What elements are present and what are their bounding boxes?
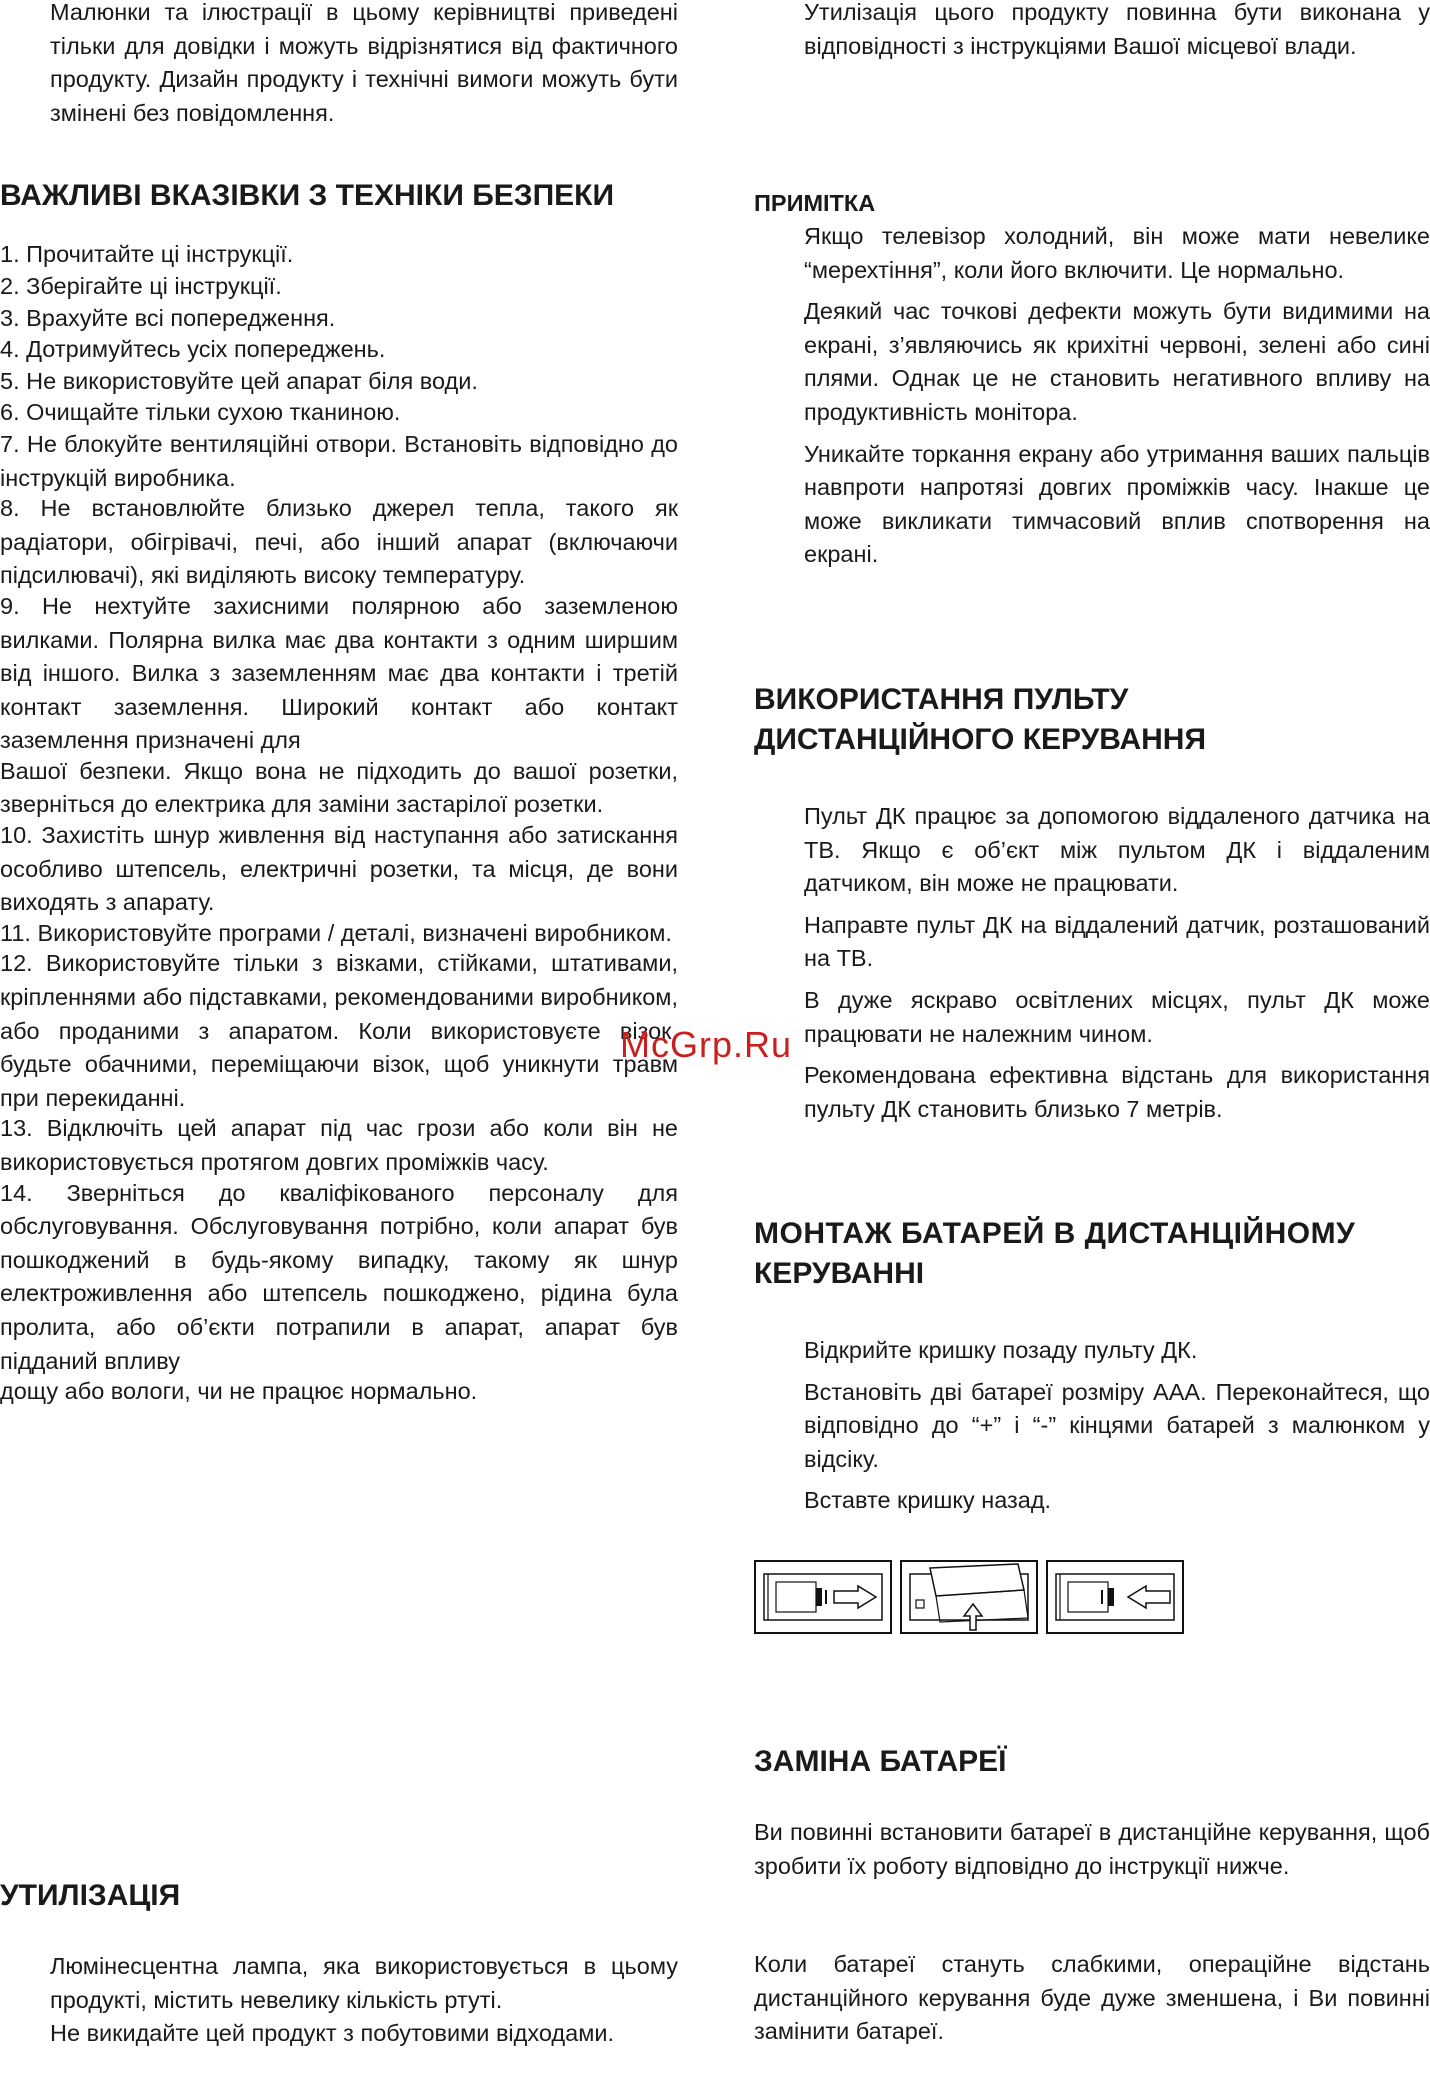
safety-item-10: 10. Захистіть шнур живлення від наступання або затискання особливо штепсель, електричні розетки, та місця, де вони виходять з апарату. (0, 822, 678, 916)
remote-item-2: Направте пульт ДК на віддалений датчик, розташований на ТВ. (804, 911, 1430, 972)
battery-heading (754, 1214, 1355, 1294)
safety-list (0, 238, 678, 1408)
safety-item-11: 11. Використовуйте програми / деталі, визначені виробником. (0, 919, 672, 946)
replace-paragraph-1: Ви повинні встановити батареї в дистанційне керування, щоб зробити їх роботу відповідно до інструкції нижче. (754, 1819, 1430, 1879)
safety-item-9-cont: Вашої безпеки. Якщо вона не підходить до вашої розетки, зверніться до електрика для заміни застарілої розетки. (0, 757, 678, 818)
safety-item-13: 13. Відключіть цей апарат під час грози або коли він не використовується протягом довгих проміжків часу. (0, 1115, 678, 1175)
battery-item-2: Встановіть дві батареї розміру ААА. Переконайтеся, що відповідно до “+” і “-” кінцями батарей з малюнком у відсіку. (804, 1378, 1430, 1472)
remote-heading (754, 680, 1206, 760)
battery-insert-icon (900, 1560, 1038, 1634)
safety-item-12: 12. Використовуйте тільки з візками, стійками, штативами, кріпленнями або підставками, рекомендованими виробником, або проданими з апаратом. Коли використовуєте візок, будьте обачними, переміщаючи візок, щоб уникнути травм при перекиданні. (0, 950, 678, 1111)
battery-cover-close-icon (1046, 1560, 1184, 1634)
note-item-3: Уникайте торкання екрану або утримання ваших пальців навпроти напротязі довгих проміжків часу. Інакше це може викликати тимчасовий вплив спотворення на екрані. (804, 440, 1430, 568)
battery-item-3: Вставте кришку назад. (804, 1487, 1052, 1514)
safety-item-14: 14. Зверніться до кваліфікованого персоналу для обслуговування. Обслуговування потрібно, коли апарат був пошкоджений в будь-якому випадку, такому як шнур електроживлення або штепсель пошкоджено, рідина була пролита, або об’єкти потрапили в апарат, апарат був підданий впливу (0, 1179, 678, 1374)
battery-item-1: Відкрийте кришку позаду пульту ДК. (804, 1337, 1198, 1363)
safety-item-3: 3. Врахуйте всі попередження. (0, 304, 336, 331)
safety-item-8: 8. Не встановлюйте близько джерел тепла, такого як радіатори, обігрівачі, печі, або інший апарат (включаючи підсилювачі), які виділяють високу температуру. (0, 495, 678, 589)
disposal-heading: УТИЛІЗАЦІЯ (0, 1879, 181, 1912)
note-item-1: Якщо телевізор холодний, він може мати невелике “мерехтіння”, коли його включити. Це нормально. (804, 223, 1430, 283)
remote-item-3: В дуже яскраво освітлених місцях, пульт ДК може працювати не належним чином. (804, 986, 1430, 1047)
safety-item-9: 9. Не нехтуйте захисними полярною або заземленою вилками. Полярна вилка має два контакти з одним ширшим від іншого. Вилка з заземленням має два контакти і третій контакт заземлення. Широкий контакт або контакт заземлення призначені для (0, 592, 678, 754)
right-column (754, 0, 1430, 2045)
safety-item-2: 2. Зберігайте ці інструкції. (0, 272, 282, 299)
battery-heading-line-2: КЕРУВАННІ (754, 1257, 925, 1290)
replace-heading: ЗАМІНА БАТАРЕЇ (754, 1745, 1007, 1778)
safety-item-5: 5. Не використовуйте цей апарат біля води. (0, 367, 478, 394)
note-item-2: Деякий час точкові дефекти можуть бути видимими на екрані, з’являючись як крихітні червоні, зелені або сині плями. Однак це не становить негативного впливу на продуктивність монітора. (804, 298, 1430, 425)
battery-list (754, 1334, 1430, 1518)
remote-list (754, 800, 1430, 1126)
disposal-item-2: Не викидайте цей продукт з побутовими відходами. (50, 2020, 614, 2047)
remote-item-1: Пульт ДК працює за допомогою віддаленого датчика на ТВ. Якщо є об’єкт між пультом ДК і віддаленим датчиком, він може не працювати. (804, 803, 1430, 897)
disposal-continued: Утилізація цього продукту повинна бути виконана у відповідності з інструкціями Вашої місцевої влади. (804, 0, 1430, 59)
intro-paragraph: Малюнки та ілюстрації в цьому керівництві приведені тільки для довідки і можуть відрізнятися від фактичного продукту. Дизайн продукту і технічні вимоги можуть бути змінені без повідомлення. (50, 0, 678, 126)
note-list (754, 220, 1430, 572)
disposal-list (0, 1950, 678, 2051)
safety-item-1: 1. Прочитайте ці інструкції. (0, 241, 294, 268)
battery-cover-slide-icon (754, 1560, 892, 1634)
battery-illustrations (754, 1560, 1184, 1634)
remote-heading-line-1: ВИКОРИСТАННЯ ПУЛЬТУ (754, 683, 1129, 716)
disposal-item-1: Люмінесцентна лампа, яка використовується в цьому продукті, містить невелику кількість ртуті. (50, 1953, 678, 2013)
remote-heading-line-2: ДИСТАНЦІЙНОГО КЕРУВАННЯ (754, 723, 1207, 756)
note-heading: ПРИМІТКА (754, 190, 876, 216)
safety-item-4: 4. Дотримуйтесь усіх попереджень. (0, 336, 386, 363)
remote-item-4: Рекомендована ефективна відстань для використання пульту ДК становить близько 7 метрів. (804, 1062, 1430, 1122)
safety-heading: ВАЖЛИВІ ВКАЗІВКИ З ТЕХНІКИ БЕЗПЕКИ (0, 179, 615, 213)
battery-heading-line-1: МОНТАЖ БАТАРЕЙ В ДИСТАНЦІЙНОМУ (754, 1217, 1356, 1250)
watermark: McGrp.Ru (620, 1024, 793, 1065)
safety-item-14-cont: дощу або вологи, чи не працює нормально. (0, 1378, 478, 1405)
replace-paragraph-2: Коли батареї стануть слабкими, операційне відстань дистанційного керування буде дуже зменшена, і Ви повинні замінити батареї. (754, 1951, 1430, 2045)
safety-item-7: 7. Не блокуйте вентиляційні отвори. Встановіть відповідно до інструкцій виробника. (0, 430, 678, 491)
safety-item-6: 6. Очищайте тільки сухою тканиною. (0, 399, 401, 426)
left-column (0, 0, 678, 2047)
